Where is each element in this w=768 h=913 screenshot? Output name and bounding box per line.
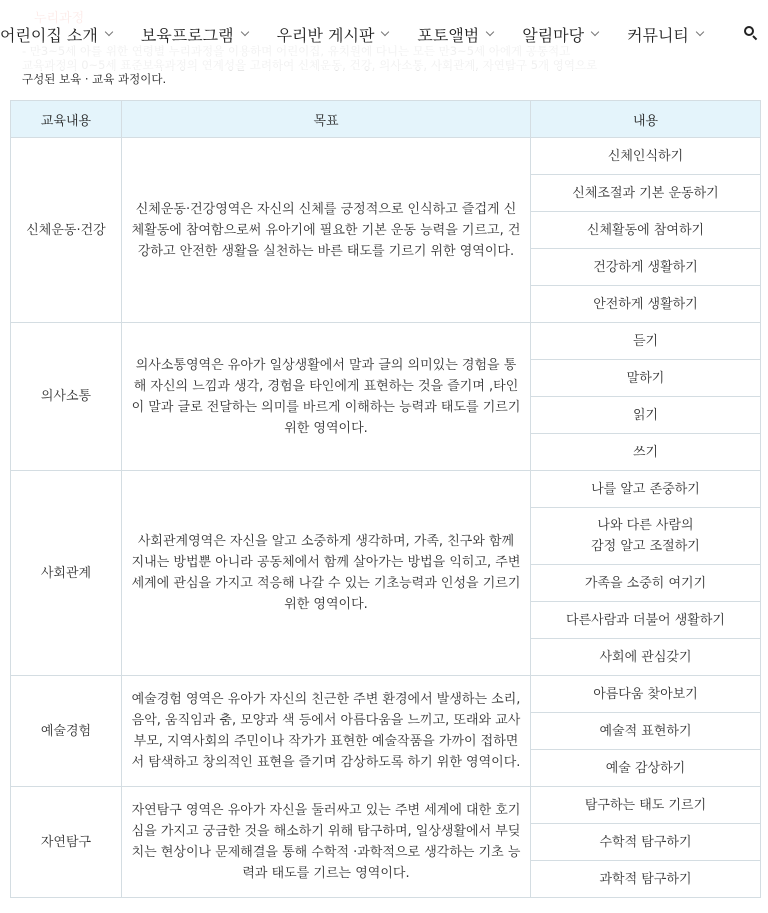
item-cell: 건강하게 생활하기 — [531, 249, 761, 286]
nav-item-label: 알림마당 — [522, 25, 585, 45]
table-row — [11, 471, 761, 508]
item-cell: 신체인식하기 — [531, 138, 761, 175]
area-cell: 자연탐구 — [11, 787, 122, 898]
item-cell: 예술 감상하기 — [531, 750, 761, 787]
nav-item-label: 우리반 게시판 — [276, 25, 375, 45]
table-header-row — [11, 101, 761, 138]
chevron-down-icon — [240, 28, 248, 36]
header-area: 교육내용 — [11, 101, 122, 138]
item-cell: 신체조절과 기본 운동하기 — [531, 175, 761, 212]
item-cell: 사회에 관심갖기 — [531, 639, 761, 676]
chevron-down-icon — [696, 28, 704, 36]
curriculum-table — [10, 100, 761, 898]
chevron-down-icon — [486, 28, 494, 36]
header-goal: 목표 — [122, 101, 531, 138]
area-cell: 예술경험 — [11, 676, 122, 787]
nav-item-label: 포토앨범 — [417, 25, 480, 45]
goal-cell: 예술경험 영역은 유아가 자신의 친근한 주변 환경에서 발생하는 소리, 음악, 움직임과 춤, 모양과 색 등에서 아름다움을 느끼고, 또래와 교사 부모, 지역사회의 주민이나 작가가 표현한 예술작품을 가까이 접하면서 탐색하고 창의적인 표현을 즐기며 감상하도록 하기 위한 영역이다. — [122, 676, 531, 787]
item-cell: 아름다움 찾아보기 — [531, 676, 761, 713]
item-cell: 탐구하는 태도 기르기 — [531, 787, 761, 824]
table-row — [11, 138, 761, 175]
item-cell: 수학적 탐구하기 — [531, 824, 761, 861]
intro-line-3: 구성된 보육 · 교육 과정이다. — [22, 72, 167, 86]
goal-cell: 사회관계영역은 자신을 알고 소중하게 생각하며, 가족, 친구와 함께 지내는 방법뿐 아니라 공동체에서 함께 살아가는 방법을 익히고, 주변세계에 관심을 가지고 적응해 나갈 수 있는 기초능력과 인성을 기르기 위한 영역이다. — [122, 471, 531, 676]
goal-cell: 의사소통영역은 유아가 일상생활에서 말과 글의 의미있는 경험을 통해 자신의 느낌과 생각, 경험을 타인에게 표현하는 것을 즐기며 ,타인이 말과 글로 전달하는 의미를 바르게 이해하는 능력과 태도를 기르기 위한 영역이다. — [122, 323, 531, 471]
area-cell: 의사소통 — [11, 323, 122, 471]
area-cell: 사회관계 — [11, 471, 122, 676]
item-cell: 쓰기 — [531, 434, 761, 471]
nav-item-programs[interactable] — [141, 23, 248, 46]
chevron-down-icon — [591, 28, 599, 36]
search-icon[interactable] — [744, 26, 758, 40]
item-cell: 예술적 표현하기 — [531, 713, 761, 750]
nav-item-label: 어린이집 소개 — [0, 25, 98, 45]
chevron-down-icon — [381, 28, 389, 36]
table-row — [11, 323, 761, 360]
top-navigation — [0, 0, 768, 70]
nav-item-class-board[interactable] — [277, 23, 389, 46]
nav-item-notices[interactable] — [522, 23, 598, 46]
item-cell: 안전하게 생활하기 — [531, 286, 761, 323]
table-row — [11, 787, 761, 824]
item-cell: 과학적 탐구하기 — [531, 861, 761, 898]
item-cell: 가족을 소중히 여기기 — [531, 565, 761, 602]
goal-cell: 신체운동·건강영역은 자신의 신체를 긍정적으로 인식하고 즐겁게 신체활동에 참여함으로써 유아기에 필요한 기본 운동 능력을 기르고, 건강하고 안전한 생활을 실천하는 바른 태도를 기르기 위한 영역이다. — [122, 138, 531, 323]
item-cell: 듣기 — [531, 323, 761, 360]
item-cell: 나를 알고 존중하기 — [531, 471, 761, 508]
item-cell: 읽기 — [531, 397, 761, 434]
nav-menu — [0, 22, 703, 46]
item-cell: 말하기 — [531, 360, 761, 397]
header-items: 내용 — [531, 101, 761, 138]
nav-item-photo-album[interactable] — [417, 23, 493, 46]
item-cell: 다른사람과 더불어 생활하기 — [531, 602, 761, 639]
chevron-down-icon — [105, 28, 113, 36]
item-cell: 나와 다른 사람의 감정 알고 조절하기 — [531, 508, 761, 565]
nav-item-label: 커뮤니티 — [627, 25, 689, 45]
item-cell: 신체활동에 참여하기 — [531, 212, 761, 249]
nav-item-community[interactable] — [627, 23, 703, 46]
table-row — [11, 676, 761, 713]
goal-cell: 자연탐구 영역은 유아가 자신을 둘러싸고 있는 주변 세계에 대한 호기심을 가지고 궁금한 것을 해소하기 위해 탐구하며, 일상생활에서 부딪치는 현상이나 문제해결을 통해 수학적 ·과학적으로 생각하는 기초 능력과 태도를 기르는 영역이다. — [122, 787, 531, 898]
nav-item-about[interactable] — [0, 23, 112, 46]
area-cell: 신체운동·건강 — [11, 138, 122, 323]
nav-item-label: 보육프로그램 — [140, 25, 234, 45]
